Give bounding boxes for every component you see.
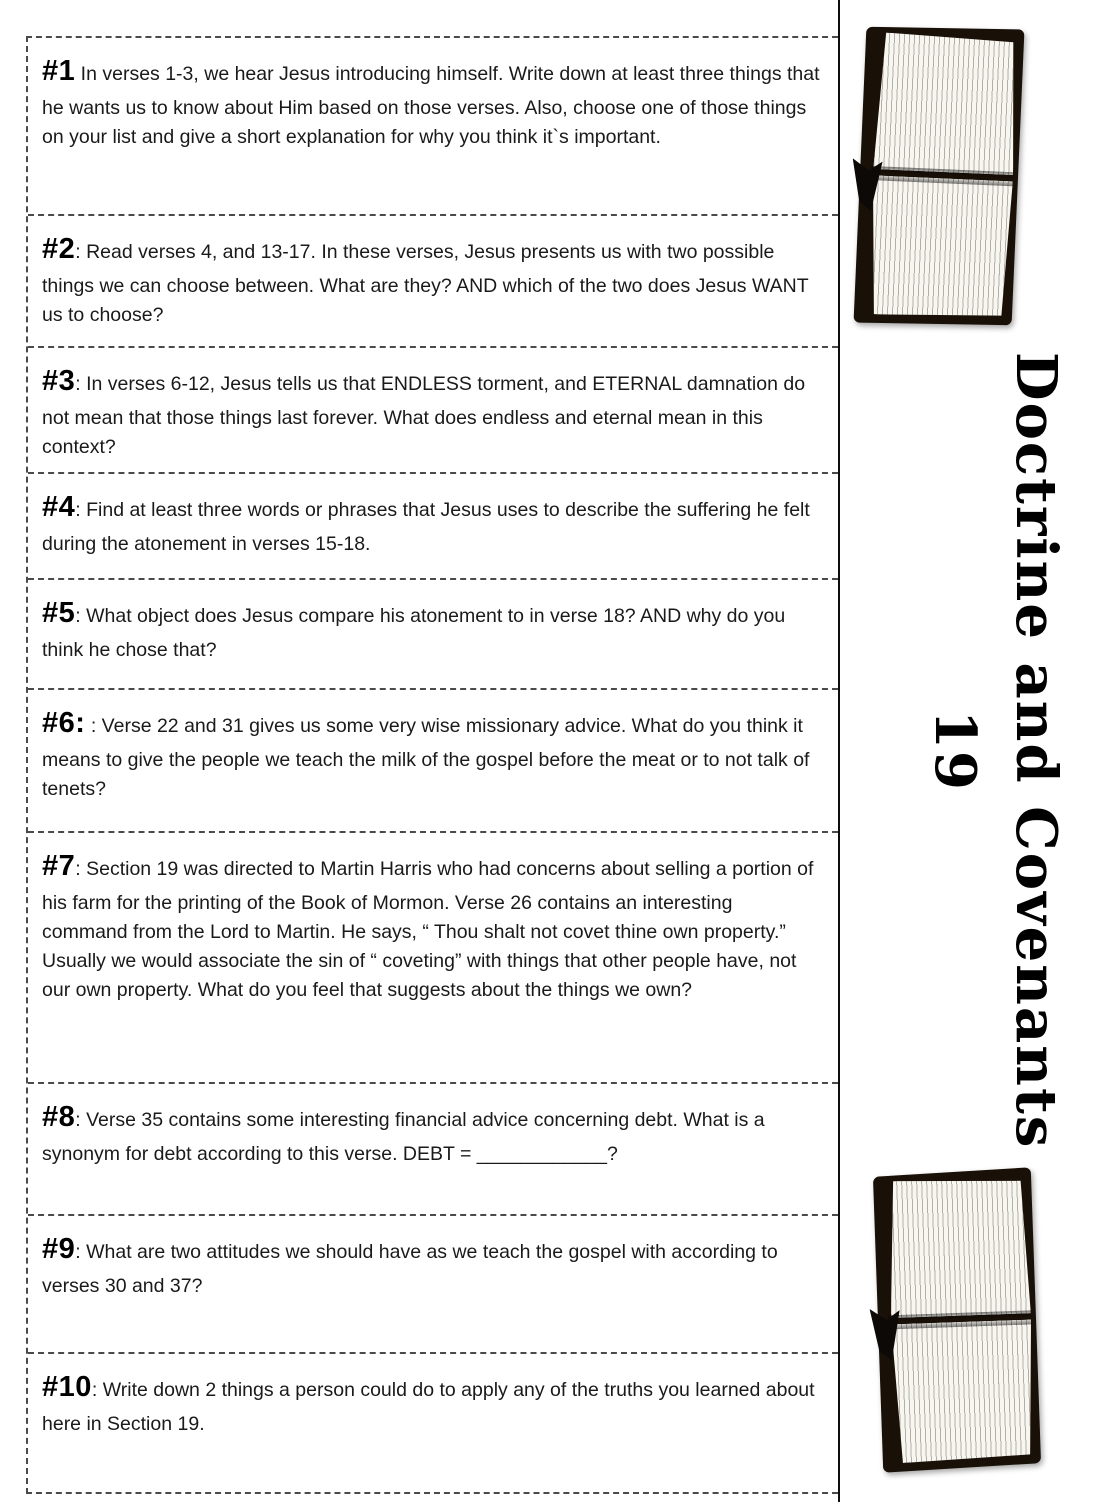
question-text: : Read verses 4, and 13-17. In these verses, Jesus presents us with two possible things we can choose between. What are they? AND which of the two does Jesus WANT us to choose?: [42, 241, 809, 326]
question-text: : Find at least three words or phrases that Jesus uses to describe the suffering he felt during the atonement in verses 15-18.: [42, 499, 810, 555]
question-row-6: [28, 690, 838, 833]
question-number: #4: [42, 491, 76, 523]
question-number: #9: [42, 1233, 76, 1265]
book-page: [886, 1177, 1031, 1319]
question-row-8: [28, 1084, 838, 1216]
question-text: : Write down 2 things a person could do to apply any of the truths you learned about here in Section 19.: [42, 1379, 815, 1435]
question-text: : What are two attitudes we should have as we teach the gospel with according to verses 30 and 37?: [42, 1241, 778, 1297]
question-text: : Verse 22 and 31 gives us some very wise missionary advice. What do you think it means to give the people we teach the milk of the gospel before the meat or to not talk of tenets?: [42, 715, 810, 800]
question-number: #7: [42, 850, 76, 882]
question-text: In verses 1-3, we hear Jesus introducing himself. Write down at least three things that he wants us to know about Him based on those verses. Also, choose one of those things on your list and give a short explanation for why you think it`s important.: [42, 63, 820, 148]
question-number: #1: [42, 55, 76, 87]
question-number: #2: [42, 233, 76, 265]
question-text: : In verses 6-12, Jesus tells us that ENDLESS torment, and ETERNAL damnation do not mean that those things last forever. What does endless and eternal mean in this context?: [42, 373, 806, 458]
question-row-5: [28, 580, 838, 690]
question-number: #3: [42, 365, 76, 397]
book-page: [891, 1319, 1036, 1463]
worksheet-title: Doctrine and Covenants: [1003, 352, 1069, 1150]
sidebar: [838, 0, 1102, 1502]
question-row-9: [28, 1216, 838, 1354]
question-row-2: [28, 216, 838, 348]
question-text: : Verse 35 contains some interesting financial advice concerning debt. What is a synonym for debt according to this verse. DEBT = ____________?: [42, 1109, 765, 1165]
open-scriptures-book-icon: [873, 1169, 1041, 1470]
section-number: 19: [921, 710, 988, 792]
question-row-7: [28, 833, 838, 1084]
question-row-3: [28, 348, 838, 474]
question-number: #10: [42, 1371, 92, 1403]
question-row-1: [28, 38, 838, 216]
question-number: #5: [42, 597, 76, 629]
question-number: #8: [42, 1101, 76, 1133]
question-number: #6:: [42, 707, 86, 739]
question-text: : What object does Jesus compare his atonement to in verse 18? AND why do you think he chose that?: [42, 605, 786, 661]
question-text: : Section 19 was directed to Martin Harris who had concerns about selling a portion of his farm for the printing of the Book of Mormon. Verse 26 contains an interesting command from the Lord to Martin. He says, “ Thou shalt not covet thine own property.” Usually we would associate the sin of “ coveting” with things that other people have, not our own property. What do you feel that suggests about the things we own?: [42, 858, 814, 1002]
questions-column: [26, 36, 838, 1494]
question-row-10: [28, 1354, 838, 1492]
question-row-4: [28, 474, 838, 580]
